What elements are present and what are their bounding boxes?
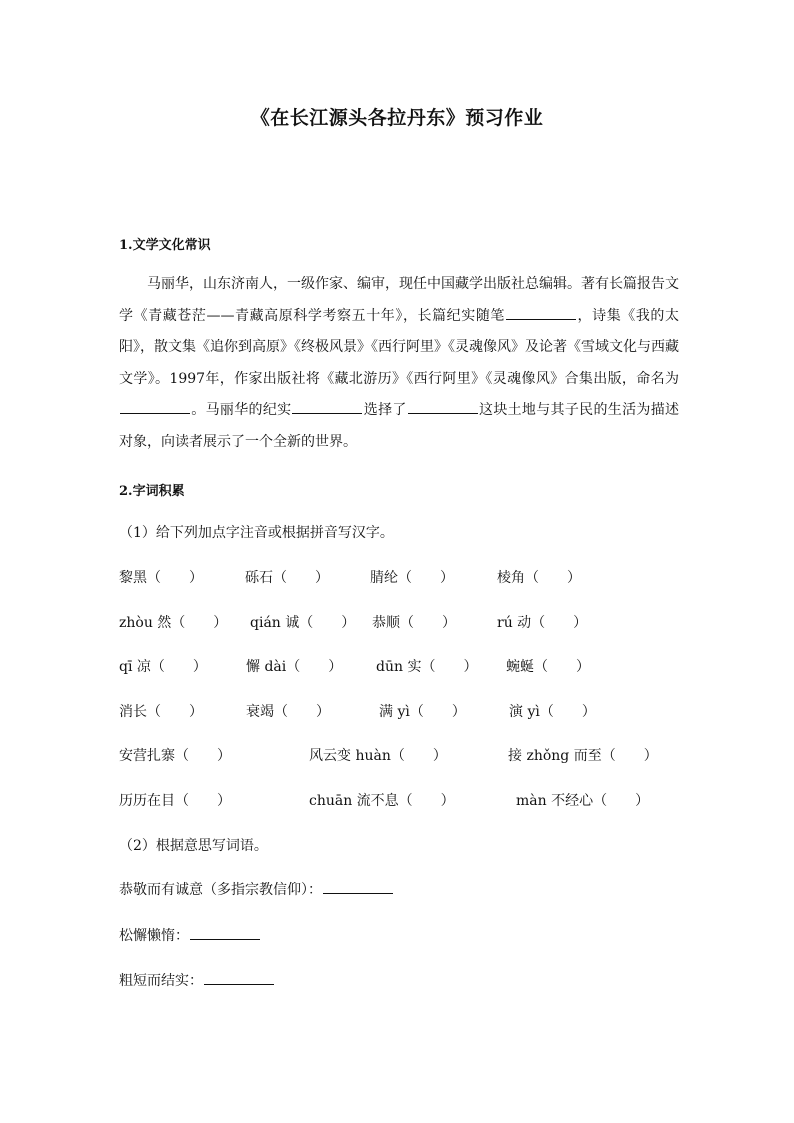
vocab-item[interactable]: 黎黑（ ）: [119, 570, 203, 586]
instruction-define: （2）根据意思写词语。: [119, 838, 268, 854]
blank-line[interactable]: [408, 399, 478, 414]
blank-line[interactable]: [292, 399, 362, 414]
definition-item: [119, 925, 261, 945]
vocab-item[interactable]: zhòu 然（ ）: [119, 615, 228, 631]
vocab-item[interactable]: 蜿蜒（ ）: [506, 659, 590, 675]
vocab-item[interactable]: qián 诚（ ）: [250, 615, 356, 631]
vocab-item[interactable]: 腈纶（ ）: [370, 570, 454, 586]
answer-blank[interactable]: [323, 879, 393, 894]
vocab-item[interactable]: 满 yì（ ）: [379, 704, 466, 720]
blank-line[interactable]: [120, 399, 190, 414]
vocab-item[interactable]: màn 不经心（ ）: [516, 793, 650, 809]
vocab-item[interactable]: 安营扎寨（ ）: [119, 748, 231, 764]
literature-paragraph: [119, 269, 679, 458]
instruction-pinyin: （1）给下列加点字注音或根据拼音写汉字。: [119, 525, 394, 541]
vocab-item[interactable]: rú 动（ ）: [497, 615, 588, 631]
vocab-item[interactable]: 风云变 huàn（ ）: [309, 748, 447, 764]
vocab-item[interactable]: 恭顺（ ）: [372, 615, 456, 631]
vocab-item[interactable]: 消长（ ）: [119, 704, 203, 720]
vocab-item[interactable]: 接 zhǒng 而至（ ）: [508, 748, 658, 764]
paragraph-text-5: 这块土地与其子民的生活为描述对象，向读者展示了一个全新的世界。: [119, 402, 680, 450]
vocab-item[interactable]: 历历在目（ ）: [119, 793, 231, 809]
page-title: 《在长江源头各拉丹东》预习作业: [250, 107, 544, 129]
paragraph-text-1: 马丽华，山东济南人，一级作家、编审，现任中国藏学出版社总编辑。著有长篇报告文学《青藏苍茫——青藏高原科学考察五十年》，长篇纪实随笔: [119, 276, 679, 324]
vocab-item[interactable]: chuān 流不息（ ）: [309, 793, 455, 809]
paragraph-text-3: 。马丽华的纪实: [191, 402, 292, 418]
section-heading-literature: 1.文学文化常识: [119, 238, 211, 253]
answer-blank[interactable]: [190, 925, 260, 940]
definition-item: [119, 970, 275, 990]
blank-line[interactable]: [506, 305, 576, 320]
section-heading-vocabulary: 2.字词积累: [119, 484, 185, 499]
vocab-item[interactable]: 演 yì（ ）: [509, 704, 596, 720]
vocab-item[interactable]: qī 凉（ ）: [119, 659, 207, 675]
vocab-item[interactable]: 砾石（ ）: [245, 570, 329, 586]
answer-blank[interactable]: [204, 970, 274, 985]
definition-item: [119, 879, 394, 899]
vocab-item[interactable]: 懈 dài（ ）: [246, 659, 343, 675]
definition-text: 恭敬而有诚意（多指宗教信仰）：: [119, 882, 322, 898]
paragraph-text-2: ，诗集《我的太阳》，散文集《追你到高原》《终极风景》《西行阿里》《灵魂像风》及论著《雪域文化与西藏文学》。1997年，作家出版社将《藏北游历》《西行阿里》《灵魂像风》合集出版，命名为: [119, 307, 679, 387]
paragraph-text-4: 选择了: [363, 402, 407, 418]
vocab-item[interactable]: 衰竭（ ）: [246, 704, 330, 720]
vocab-item[interactable]: 棱角（ ）: [497, 570, 581, 586]
vocab-item[interactable]: dūn 实（ ）: [376, 659, 478, 675]
definition-text: 松懈懒惰：: [119, 928, 189, 944]
definition-text: 粗短而结实：: [119, 973, 203, 989]
